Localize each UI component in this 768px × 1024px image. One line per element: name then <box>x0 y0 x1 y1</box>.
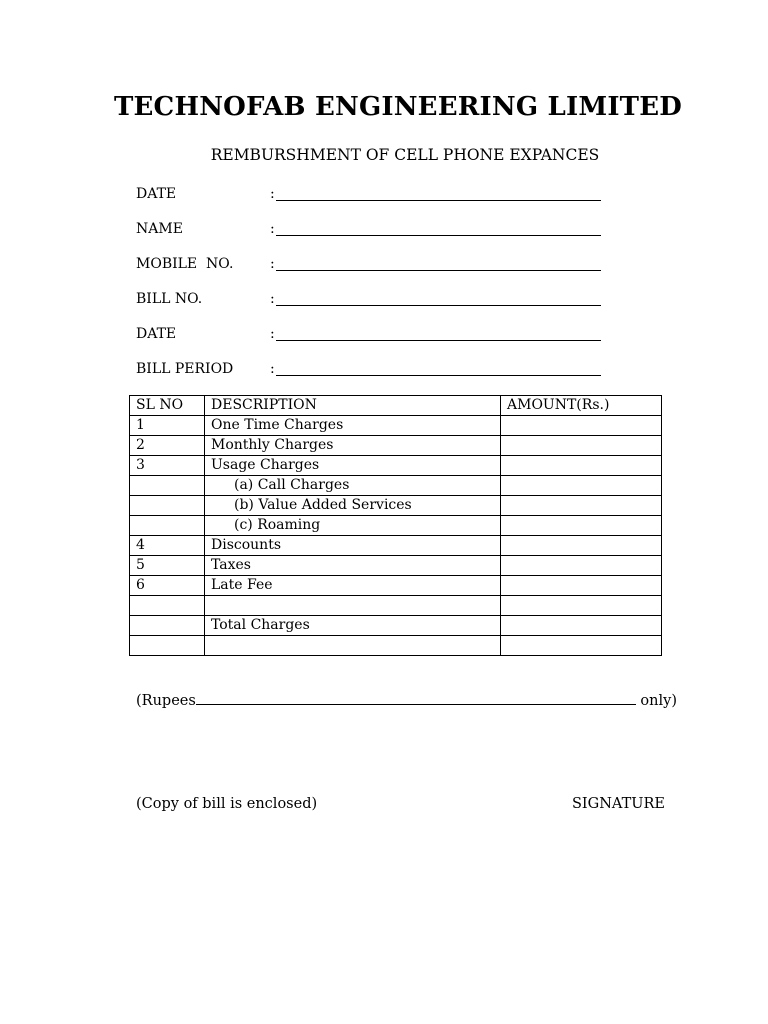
cell-description: (a) Call Charges <box>205 476 501 496</box>
table-row <box>130 416 662 436</box>
cell-description: Monthly Charges <box>205 436 501 456</box>
column-header-sl-no: SL NO <box>130 396 205 416</box>
table-row <box>130 636 662 656</box>
column-header-description: DESCRIPTION <box>205 396 501 416</box>
cell-description: Total Charges <box>205 616 501 636</box>
cell-sl-no <box>130 496 205 516</box>
table-header-row <box>130 396 662 416</box>
cell-sl-no <box>130 516 205 536</box>
cell-sl-no <box>130 476 205 496</box>
cell-description: Late Fee <box>205 576 501 596</box>
field-colon: : <box>270 256 275 272</box>
field-blank-line[interactable] <box>276 340 601 341</box>
cell-amount[interactable] <box>501 596 662 616</box>
table-row <box>130 496 662 516</box>
rupees-suffix: only) <box>635 693 677 709</box>
charges-table <box>129 395 662 656</box>
cell-amount[interactable] <box>501 636 662 656</box>
field-colon: : <box>270 221 275 237</box>
field-label: DATE <box>136 326 177 342</box>
table-row <box>130 476 662 496</box>
table-row <box>130 436 662 456</box>
cell-sl-no <box>130 616 205 636</box>
rupees-blank-line[interactable] <box>196 690 636 705</box>
company-name: TECHNOFAB ENGINEERING LIMITED <box>113 92 682 122</box>
cell-amount[interactable] <box>501 476 662 496</box>
cell-sl-no: 5 <box>130 556 205 576</box>
field-colon: : <box>270 186 275 202</box>
cell-sl-no <box>130 636 205 656</box>
form-title: REMBURSHMENT OF CELL PHONE EXPANCES <box>210 146 600 164</box>
cell-amount[interactable] <box>501 556 662 576</box>
rupees-prefix: (Rupees <box>136 693 196 709</box>
cell-amount[interactable] <box>501 616 662 636</box>
field-label: DATE <box>136 186 177 202</box>
cell-description: Taxes <box>205 556 501 576</box>
field-colon: : <box>270 361 275 377</box>
cell-description: One Time Charges <box>205 416 501 436</box>
table-row <box>130 576 662 596</box>
field-colon: : <box>270 326 275 342</box>
table-row <box>130 616 662 636</box>
field-blank-line[interactable] <box>276 305 601 306</box>
cell-sl-no: 1 <box>130 416 205 436</box>
column-header-amount: AMOUNT(Rs.) <box>501 396 662 416</box>
field-label: MOBILE NO. <box>136 256 234 272</box>
field-label: NAME <box>136 221 183 237</box>
cell-description: Usage Charges <box>205 456 501 476</box>
table-row <box>130 596 662 616</box>
table-row <box>130 536 662 556</box>
field-colon: : <box>270 291 275 307</box>
cell-sl-no: 3 <box>130 456 205 476</box>
cell-description <box>205 636 501 656</box>
field-blank-line[interactable] <box>276 200 601 201</box>
cell-amount[interactable] <box>501 576 662 596</box>
copy-note: (Copy of bill is enclosed) <box>136 796 318 812</box>
cell-amount[interactable] <box>501 416 662 436</box>
cell-sl-no: 6 <box>130 576 205 596</box>
field-blank-line[interactable] <box>276 375 601 376</box>
table-row <box>130 456 662 476</box>
field-blank-line[interactable] <box>276 235 601 236</box>
table-row <box>130 516 662 536</box>
field-label: BILL PERIOD <box>136 361 234 377</box>
cell-amount[interactable] <box>501 496 662 516</box>
cell-description: (c) Roaming <box>205 516 501 536</box>
amount-in-words <box>136 690 677 709</box>
field-blank-line[interactable] <box>276 270 601 271</box>
cell-amount[interactable] <box>501 436 662 456</box>
cell-description: Discounts <box>205 536 501 556</box>
cell-sl-no: 2 <box>130 436 205 456</box>
cell-sl-no: 4 <box>130 536 205 556</box>
cell-description <box>205 596 501 616</box>
field-label: BILL NO. <box>136 291 203 307</box>
cell-description: (b) Value Added Services <box>205 496 501 516</box>
table-row <box>130 556 662 576</box>
cell-amount[interactable] <box>501 536 662 556</box>
cell-amount[interactable] <box>501 516 662 536</box>
signature-label: SIGNATURE <box>572 796 666 812</box>
cell-sl-no <box>130 596 205 616</box>
cell-amount[interactable] <box>501 456 662 476</box>
